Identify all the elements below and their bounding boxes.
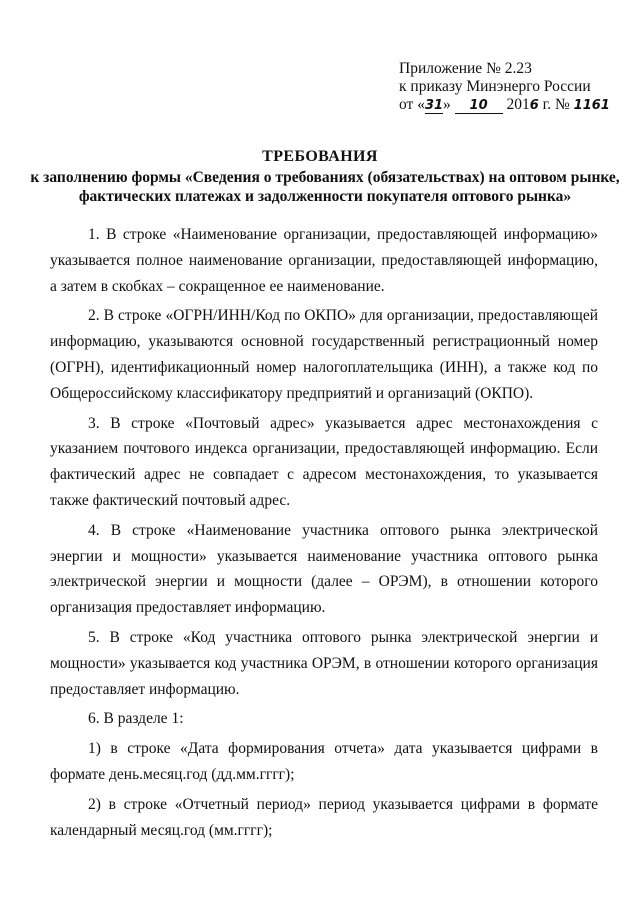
handwritten-year-digit: 6	[529, 98, 539, 113]
paragraph-6-1: 1) в строке «Дата формирования отчета» дата указывается цифрами в формате день.месяц.год (дд.мм.гггг);	[50, 740, 598, 783]
order-date-line: от «31» 10 2016 г. № 1161	[399, 96, 610, 113]
paragraph-4: 4. В строке «Наименование участника оптового рынка электрической энергии и мощности» указывается наименование участника оптового рынка электрической энергии и мощности (далее – ОРЭМ), в отношении которого организация предоставляет информацию.	[50, 521, 598, 617]
document-subtitle: к заполнению формы «Сведения о требованиях (обязательствах) на оптовом рынке, фактических платежах и задолженности покупателя оптового рынка»	[30, 169, 620, 205]
paragraph-5: 5. В строке «Код участника оптового рынка электрической энергии и мощности» указывается код участника ОРЭМ, в отношении которого организация предоставляет информацию.	[50, 628, 598, 698]
requirements-body	[50, 222, 598, 847]
paragraph-6-2: 2) в строке «Отчетный период» период указывается цифрами в формате календарный месяц.год (мм.гггг);	[50, 795, 598, 839]
paragraph-1: 1. В строке «Наименование организации, предоставляющей информацию» указывается полное наименование организации, предоставляющей информацию, а затем в скобках – сокращенное ее наименование.	[50, 226, 598, 295]
document-title: ТРЕБОВАНИЯ	[262, 148, 378, 165]
handwritten-month: 10	[455, 98, 503, 114]
appendix-number: Приложение № 2.23	[399, 60, 532, 77]
paragraph-2: 2. В строке «ОГРН/ИНН/Код по ОКПО» для организации, предоставляющей информацию, указываются основной государственный регистрационный номер (ОГРН), идентификационный номер налогоплательщика (ИНН), а также код по Общероссийскому классификатору предприятий и организаций (ОКПО).	[50, 307, 598, 402]
handwritten-day: 31	[424, 98, 444, 113]
paragraph-6: 6. В разделе 1:	[88, 710, 184, 728]
handwritten-order-number: 1161	[573, 98, 610, 113]
order-reference: к приказу Минэнерго России	[399, 78, 591, 95]
appendix-header	[399, 60, 629, 115]
paragraph-3: 3. В строке «Почтовый адрес» указывается адрес местонахождения с указанием почтового индекса организации, предоставляющей информацию. Если фактический адрес не совпадает с адресом местонахождения, то указывается также фактический почтовый адрес.	[50, 414, 598, 509]
